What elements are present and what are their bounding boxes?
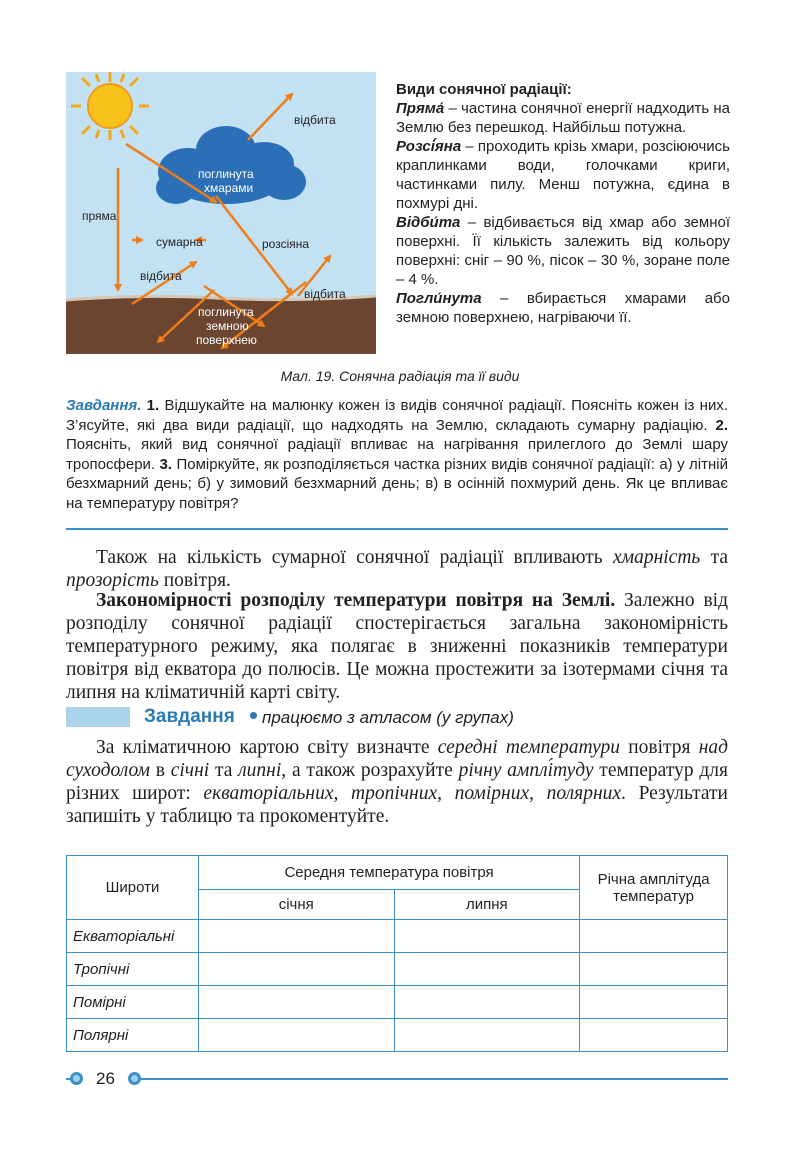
- label-cloud-line1: поглинута: [198, 167, 254, 181]
- label-direct: пряма: [82, 209, 117, 223]
- label-reflected-left: відбита: [140, 269, 182, 283]
- label-ground-line3: поверхнею: [196, 333, 257, 347]
- page-number: 26: [96, 1069, 115, 1088]
- paragraph-1: Також на кількість сумарної сонячної радіації впливають хмарність та прозорість повітря.: [66, 547, 728, 591]
- label-reflected-top: відбита: [294, 113, 336, 127]
- footer-dot-icon: [70, 1072, 83, 1085]
- task-2-title: Завдання: [144, 706, 235, 727]
- cell-january[interactable]: [198, 953, 394, 986]
- label-total: сумарна: [156, 235, 203, 249]
- table-row: [67, 1019, 728, 1052]
- label-scattered: розсіяна: [262, 237, 310, 251]
- bullet-icon: [250, 712, 257, 719]
- divider: [66, 528, 728, 530]
- task-2-bar: [66, 707, 130, 727]
- cell-july[interactable]: [394, 986, 580, 1019]
- header-january: січня: [198, 890, 394, 920]
- task-2-text: За кліматичною картою світу визначте середні температури повітря над суходолом в січні та липні, а також розрахуйте річну амплі́туду температур для різних широт: екваторіальних, тропічних, помірних, полярних. Результати запишіть у таблицю та прокоментуйте.: [66, 737, 729, 827]
- header-amplitude: Річна амплітуда температур: [580, 856, 728, 920]
- type-reflected: Відби́та – відбивається від хмар або земної поверхні. Її кількість залежить від кольору поверхні: сніг – 90 %, пісок – 30 %, зоране поле – 4 %.: [396, 214, 730, 288]
- cell-july[interactable]: [394, 1019, 580, 1052]
- row-label: Тропічні: [67, 953, 199, 986]
- header-latitudes: Широти: [67, 856, 199, 920]
- types-heading: Види сонячної радіації:: [396, 81, 572, 98]
- paragraph-2: Закономірності розподілу температури повітря на Землі. Залежно від розподілу сонячної радіації спостерігається загальна закономірність температурного режиму, яка полягає в зниженні показників температури повітря від екватора до полюсів. Це можна простежити за ізотермами січня та липня на кліматичній карті світу.: [66, 590, 729, 703]
- cell-amplitude[interactable]: [580, 1019, 728, 1052]
- table-row: [67, 920, 728, 953]
- label-cloud-line2: хмарами: [204, 181, 254, 195]
- table-row: [67, 986, 728, 1019]
- figure-caption: Мал. 19. Сонячна радіація та її види: [280, 368, 520, 384]
- label-ground-line2: земною: [206, 319, 249, 333]
- label-ground-line1: поглинута: [198, 305, 254, 319]
- cell-amplitude[interactable]: [580, 953, 728, 986]
- cell-january[interactable]: [198, 986, 394, 1019]
- header-july: липня: [394, 890, 580, 920]
- cell-july[interactable]: [394, 953, 580, 986]
- type-absorbed: Погли́нута – вбирається хмарами або земною поверхнею, нагріваючи її.: [396, 290, 730, 326]
- header-avg-temp: Середня температура повітря: [198, 856, 579, 890]
- radiation-types: [396, 80, 730, 327]
- task-1: Завдання. 1. Відшукайте на малюнку кожен із видів сонячної радіації. Поясніть кожен із них. З’ясуйте, які два види радіації, що надходять на Землю, складають сумарну радіацію. 2. Поясніть, який вид сонячної радіації впливає на нагрівання прилеглого до Землі шару тропосфери. 3. Поміркуйте, як розподіляється частка різних видів сонячної радіації: а) у літній безхмарний день; б) у зимовий безхмарний день; в) в осінній похмурий день. Як це впливає на температуру повітря?: [66, 397, 728, 512]
- solar-radiation-figure: [66, 72, 376, 354]
- table-row: [67, 953, 728, 986]
- label-reflected-right: відбита: [304, 287, 346, 301]
- task-2-subtitle: працюємо з атласом (у групах): [262, 708, 514, 727]
- temperature-table: [66, 855, 728, 1052]
- cell-january[interactable]: [198, 1019, 394, 1052]
- cell-january[interactable]: [198, 920, 394, 953]
- cell-amplitude[interactable]: [580, 986, 728, 1019]
- row-label: Екваторіальні: [67, 920, 199, 953]
- footer-line: [140, 1078, 728, 1080]
- row-label: Помірні: [67, 986, 199, 1019]
- type-scattered: Розсі́яна – проходить крізь хмари, розсіюючись краплинками води, голочками криги, частинками пилу. Менш потужна, єдина в похмурі дні.: [396, 138, 730, 212]
- cell-july[interactable]: [394, 920, 580, 953]
- row-label: Полярні: [67, 1019, 199, 1052]
- type-direct: Пряма́ – частина сонячної енергії надходить на Землю без перешкод. Найбільш потужна.: [396, 100, 730, 136]
- cell-amplitude[interactable]: [580, 920, 728, 953]
